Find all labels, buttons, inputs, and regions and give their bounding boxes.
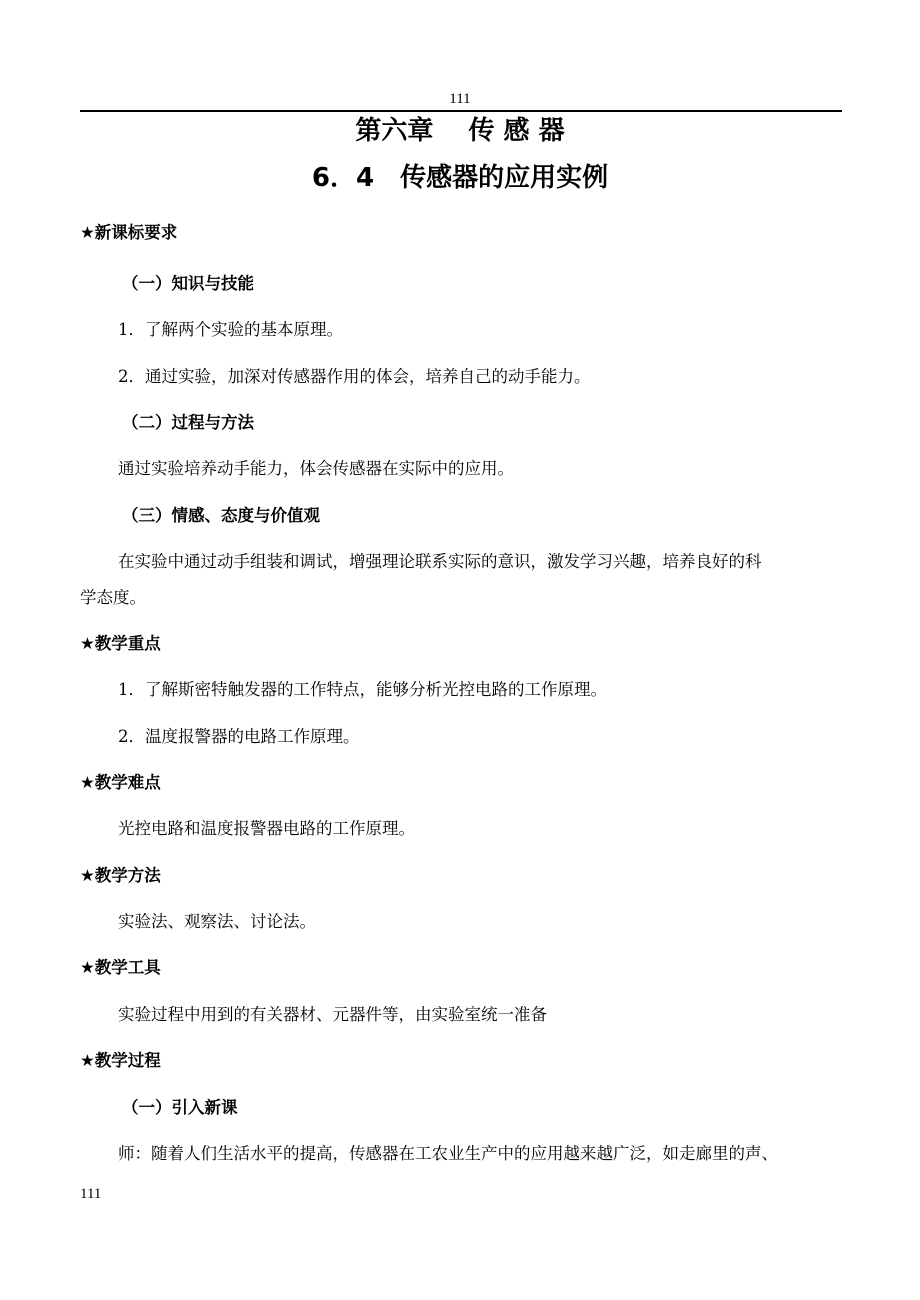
heading-standard: ★新课标要求 [80,223,178,242]
paragraph-teaching-method: 实验法、观察法、讨论法。 [118,912,316,931]
paragraph-process-1: 通过实验培养动手能力，体会传感器在实际中的应用。 [118,459,514,478]
section-title: 6．4 传感器的应用实例 [311,163,609,193]
chapter-title: 第六章 传 感 器 [355,116,565,146]
footer-page-number: 111 [80,1186,102,1202]
paragraph-teaching-tools: 实验过程中用到的有关器材、元器件等，由实验室统一准备 [118,1005,547,1024]
subheading-introduction: （一）引入新课 [122,1098,238,1117]
paragraph-key-2: 2．温度报警器的电路工作原理。 [118,727,360,746]
paragraph-emotion-line-1: 在实验中通过动手组装和调试，增强理论联系实际的意识，激发学习兴趣，培养良好的科 [118,552,762,571]
heading-teaching-method: ★教学方法 [80,866,161,885]
paragraph-knowledge-2: 2．通过实验，加深对传感器作用的体会，培养自己的动手能力。 [118,367,591,386]
subheading-emotion-values: （三）情感、态度与价值观 [122,506,320,525]
heading-difficult-points: ★教学难点 [80,773,161,792]
paragraph-emotion-line-2: 学态度。 [80,588,146,607]
subheading-knowledge-skills: （一）知识与技能 [122,274,254,293]
heading-teaching-tools: ★教学工具 [80,958,161,977]
heading-key-points: ★教学重点 [80,634,161,653]
paragraph-difficult: 光控电路和温度报警器电路的工作原理。 [118,819,415,838]
paragraph-introduction: 师：随着人们生活水平的提高，传感器在工农业生产中的应用越来越广泛，如走廊里的声、 [118,1144,778,1163]
paragraph-key-1: 1．了解斯密特触发器的工作特点，能够分析光控电路的工作原理。 [118,680,607,699]
paragraph-knowledge-1: 1．了解两个实验的基本原理。 [118,320,343,339]
header-divider [80,110,842,112]
heading-teaching-process: ★教学过程 [80,1051,161,1070]
header-page-number: 111 [449,91,471,107]
subheading-process-method: （二）过程与方法 [122,413,254,432]
